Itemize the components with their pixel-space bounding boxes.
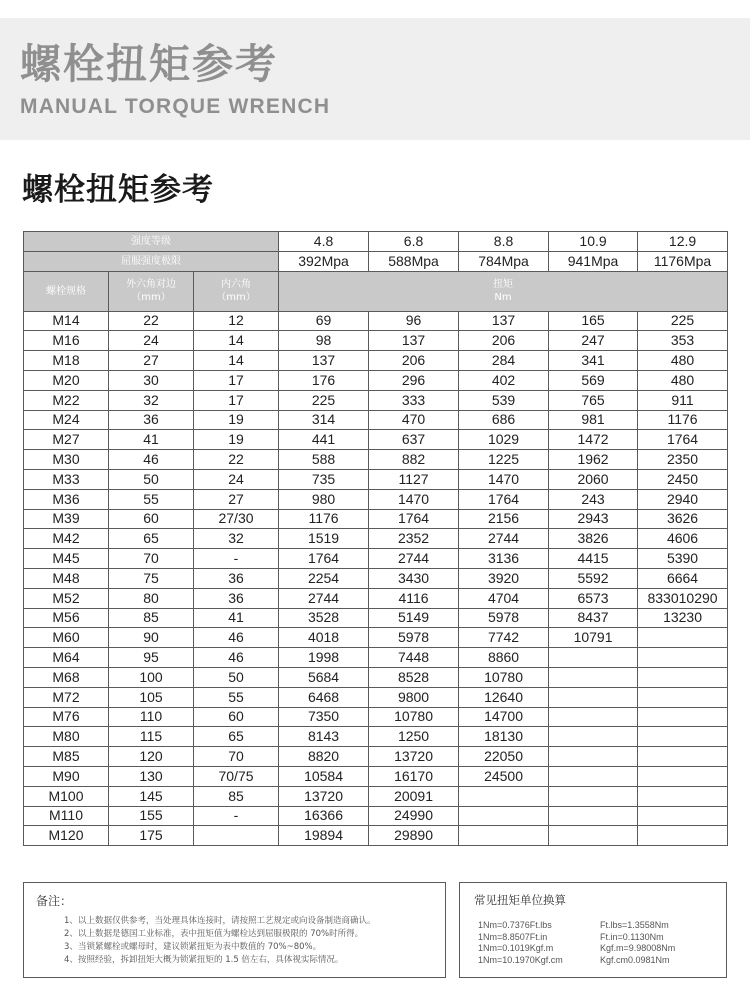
table-cell: 115	[109, 727, 194, 747]
table-cell	[549, 747, 638, 767]
table-cell: 3626	[638, 509, 728, 529]
table-row	[24, 370, 728, 390]
table-row	[24, 608, 728, 628]
table-cell: 5978	[369, 628, 459, 648]
table-cell: 29890	[369, 826, 459, 846]
table-cell: 13720	[279, 786, 369, 806]
table-cell: 145	[109, 786, 194, 806]
table-cell: 70/75	[194, 766, 279, 786]
table-cell: 69	[279, 311, 369, 331]
table-cell: 225	[279, 390, 369, 410]
table-cell: 1176	[279, 509, 369, 529]
conversion-row: 1Nm=10.1970Kgf.cm Kgf.cm0.0981Nm	[478, 954, 670, 965]
table-cell: M27	[24, 430, 109, 450]
table-cell: 441	[279, 430, 369, 450]
table-cell: 2156	[459, 509, 549, 529]
table-cell: 2943	[549, 509, 638, 529]
table-cell	[638, 628, 728, 648]
grade-row	[24, 232, 728, 252]
table-cell: 2352	[369, 529, 459, 549]
table-cell: 100	[109, 667, 194, 687]
table-row	[24, 390, 728, 410]
table-cell: 6468	[279, 687, 369, 707]
table-cell	[549, 707, 638, 727]
table-cell: M76	[24, 707, 109, 727]
table-cell: 296	[369, 370, 459, 390]
table-cell: 98	[279, 331, 369, 351]
table-cell: M56	[24, 608, 109, 628]
table-cell: 36	[109, 410, 194, 430]
table-cell: 85	[194, 786, 279, 806]
column-header-row	[24, 271, 728, 311]
table-row	[24, 806, 728, 826]
table-cell: 911	[638, 390, 728, 410]
table-cell: M36	[24, 489, 109, 509]
table-row	[24, 667, 728, 687]
table-cell: 19894	[279, 826, 369, 846]
table-cell: 206	[459, 331, 549, 351]
table-cell: 5390	[638, 549, 728, 569]
table-cell	[638, 806, 728, 826]
table-cell: 470	[369, 410, 459, 430]
grade-value: 4.8	[279, 232, 369, 252]
table-cell: 1764	[369, 509, 459, 529]
table-cell: 14700	[459, 707, 549, 727]
table-cell: 85	[109, 608, 194, 628]
table-cell: 20091	[369, 786, 459, 806]
table-cell	[638, 727, 728, 747]
table-cell: 70	[109, 549, 194, 569]
table-cell: 480	[638, 370, 728, 390]
table-cell: 243	[549, 489, 638, 509]
table-cell: 19	[194, 430, 279, 450]
table-cell: 7448	[369, 648, 459, 668]
table-cell	[459, 786, 549, 806]
table-cell	[549, 667, 638, 687]
table-cell: 833010290	[638, 588, 728, 608]
grade-value: 12.9	[638, 232, 728, 252]
table-cell: 1250	[369, 727, 459, 747]
table-cell: 7742	[459, 628, 549, 648]
table-cell: 155	[109, 806, 194, 826]
table-cell: 70	[194, 747, 279, 767]
table-cell: 6664	[638, 568, 728, 588]
table-cell: 60	[194, 707, 279, 727]
table-cell: 9800	[369, 687, 459, 707]
table-row	[24, 489, 728, 509]
banner-title: 螺栓扭矩参考	[20, 40, 278, 88]
table-cell: 1470	[459, 469, 549, 489]
table-cell	[549, 648, 638, 668]
torque-header: 扭矩 Nm	[279, 271, 728, 311]
table-row	[24, 410, 728, 430]
yield-value: 588Mpa	[369, 251, 459, 271]
table-cell: 2744	[459, 529, 549, 549]
table-row	[24, 469, 728, 489]
conversion-title: 常见扭矩单位换算	[474, 893, 566, 907]
table-cell: 247	[549, 331, 638, 351]
table-cell	[459, 826, 549, 846]
unit-conversion-box	[459, 882, 727, 978]
table-cell: 96	[369, 311, 459, 331]
table-cell: 588	[279, 450, 369, 470]
table-cell: 333	[369, 390, 459, 410]
table-cell: 60	[109, 509, 194, 529]
table-cell	[638, 707, 728, 727]
table-cell	[638, 766, 728, 786]
table-row	[24, 311, 728, 331]
table-row	[24, 430, 728, 450]
table-row	[24, 450, 728, 470]
table-row	[24, 727, 728, 747]
table-row	[24, 549, 728, 569]
table-cell: 6573	[549, 588, 638, 608]
table-cell: M64	[24, 648, 109, 668]
table-cell: 402	[459, 370, 549, 390]
yield-label: 屈服强度极限	[24, 251, 279, 271]
table-cell	[638, 826, 728, 846]
table-cell: 175	[109, 826, 194, 846]
table-cell: 2744	[369, 549, 459, 569]
table-cell: M22	[24, 390, 109, 410]
table-cell: 46	[194, 648, 279, 668]
table-cell: 8437	[549, 608, 638, 628]
yield-row	[24, 251, 728, 271]
table-cell: 137	[459, 311, 549, 331]
table-cell: 1764	[638, 430, 728, 450]
table-row	[24, 588, 728, 608]
table-row	[24, 747, 728, 767]
table-cell: 341	[549, 351, 638, 371]
table-cell	[638, 667, 728, 687]
table-cell: 1029	[459, 430, 549, 450]
grade-label: 强度等级	[24, 232, 279, 252]
table-cell: 46	[194, 628, 279, 648]
table-cell: 3826	[549, 529, 638, 549]
table-cell: M85	[24, 747, 109, 767]
table-cell: 41	[194, 608, 279, 628]
table-cell: 36	[194, 588, 279, 608]
table-cell	[638, 687, 728, 707]
table-cell: M80	[24, 727, 109, 747]
table-row	[24, 529, 728, 549]
banner-subtitle: MANUAL TORQUE WRENCH	[20, 95, 331, 118]
table-cell: 95	[109, 648, 194, 668]
table-cell: 1764	[459, 489, 549, 509]
table-cell: 50	[109, 469, 194, 489]
table-cell: 284	[459, 351, 549, 371]
table-cell: 24500	[459, 766, 549, 786]
table-row	[24, 687, 728, 707]
table-cell: 539	[459, 390, 549, 410]
table-cell: 5978	[459, 608, 549, 628]
table-cell: 980	[279, 489, 369, 509]
table-row	[24, 509, 728, 529]
table-cell: 1519	[279, 529, 369, 549]
table-cell	[549, 727, 638, 747]
table-cell: 65	[194, 727, 279, 747]
table-cell: 637	[369, 430, 459, 450]
table-cell: M68	[24, 667, 109, 687]
table-cell: 10584	[279, 766, 369, 786]
table-cell: 16170	[369, 766, 459, 786]
table-cell: 4704	[459, 588, 549, 608]
table-cell: 176	[279, 370, 369, 390]
table-cell: M48	[24, 568, 109, 588]
notes-title: 备注：	[36, 894, 73, 908]
header-banner	[0, 18, 750, 140]
table-cell: 1225	[459, 450, 549, 470]
table-cell: 12640	[459, 687, 549, 707]
table-cell: -	[194, 806, 279, 826]
grade-value: 10.9	[549, 232, 638, 252]
torque-table	[23, 231, 728, 846]
table-row	[24, 351, 728, 371]
section-title: 螺栓扭矩参考	[22, 172, 214, 208]
table-cell: 137	[279, 351, 369, 371]
table-row	[24, 568, 728, 588]
table-cell: 2254	[279, 568, 369, 588]
table-cell: 165	[549, 311, 638, 331]
notes-list	[64, 915, 376, 967]
table-cell: 10780	[459, 667, 549, 687]
table-cell: 1127	[369, 469, 459, 489]
table-cell: 3136	[459, 549, 549, 569]
table-cell: M39	[24, 509, 109, 529]
table-cell: M100	[24, 786, 109, 806]
table-cell: 1176	[638, 410, 728, 430]
table-cell: 5684	[279, 667, 369, 687]
note-item: 3、当锁紧螺栓或螺母时，建议锁紧扭矩为表中数值的 70%~80%。	[64, 942, 322, 952]
table-row	[24, 331, 728, 351]
table-cell: 3920	[459, 568, 549, 588]
table-cell: 13720	[369, 747, 459, 767]
table-cell	[549, 826, 638, 846]
table-cell: 686	[459, 410, 549, 430]
table-cell: 206	[369, 351, 459, 371]
table-cell: 10780	[369, 707, 459, 727]
notes-box	[23, 882, 446, 978]
yield-value: 392Mpa	[279, 251, 369, 271]
table-cell: 27	[194, 489, 279, 509]
table-cell: 22050	[459, 747, 549, 767]
table-cell: 90	[109, 628, 194, 648]
table-cell: 353	[638, 331, 728, 351]
table-row	[24, 766, 728, 786]
table-cell	[459, 806, 549, 826]
table-cell: 50	[194, 667, 279, 687]
table-cell: 8143	[279, 727, 369, 747]
table-cell: 32	[194, 529, 279, 549]
table-cell: 3528	[279, 608, 369, 628]
table-row	[24, 707, 728, 727]
table-cell: 225	[638, 311, 728, 331]
table-cell: 22	[109, 311, 194, 331]
table-cell: 75	[109, 568, 194, 588]
table-cell: 13230	[638, 608, 728, 628]
table-cell: 981	[549, 410, 638, 430]
table-cell: 30	[109, 370, 194, 390]
table-cell: 14	[194, 331, 279, 351]
table-cell: 80	[109, 588, 194, 608]
table-cell: 22	[194, 450, 279, 470]
table-cell: 120	[109, 747, 194, 767]
table-cell: 569	[549, 370, 638, 390]
table-cell: 14	[194, 351, 279, 371]
table-cell: 2450	[638, 469, 728, 489]
table-cell: 17	[194, 370, 279, 390]
table-cell: 137	[369, 331, 459, 351]
socket-size-header: 内六角 （mm）	[194, 271, 279, 311]
yield-value: 941Mpa	[549, 251, 638, 271]
table-cell: 27	[109, 351, 194, 371]
table-cell	[638, 747, 728, 767]
hex-across-flats-header: 外六角对边 （mm）	[109, 271, 194, 311]
table-cell: 8860	[459, 648, 549, 668]
table-cell: 36	[194, 568, 279, 588]
grade-value: 8.8	[459, 232, 549, 252]
table-cell: 12	[194, 311, 279, 331]
table-cell	[549, 766, 638, 786]
table-row	[24, 786, 728, 806]
table-cell: 4415	[549, 549, 638, 569]
table-cell: 765	[549, 390, 638, 410]
conversion-row: 1Nm=8.8507Ft.in Ft.in=0.1130Nm	[478, 931, 664, 942]
note-item: 4、按照经验，拆卸扭矩大概为锁紧扭矩的 1.5 倍左右，具体视实际情况。	[64, 955, 344, 965]
table-cell	[549, 806, 638, 826]
table-cell: 55	[109, 489, 194, 509]
table-cell: 32	[109, 390, 194, 410]
table-cell: 2744	[279, 588, 369, 608]
table-row	[24, 826, 728, 846]
table-cell: -	[194, 549, 279, 569]
table-cell: 5149	[369, 608, 459, 628]
table-cell: M14	[24, 311, 109, 331]
table-cell: 2940	[638, 489, 728, 509]
table-cell	[549, 786, 638, 806]
table-cell: M42	[24, 529, 109, 549]
table-cell: M33	[24, 469, 109, 489]
table-cell: M110	[24, 806, 109, 826]
table-cell: 24	[194, 469, 279, 489]
table-row	[24, 628, 728, 648]
table-cell: M30	[24, 450, 109, 470]
table-cell: 55	[194, 687, 279, 707]
grade-value: 6.8	[369, 232, 459, 252]
table-cell: 1472	[549, 430, 638, 450]
table-cell: 2350	[638, 450, 728, 470]
table-cell: M16	[24, 331, 109, 351]
table-cell: 1470	[369, 489, 459, 509]
table-cell: 24	[109, 331, 194, 351]
table-cell: M120	[24, 826, 109, 846]
table-cell: 735	[279, 469, 369, 489]
bolt-size-header: 螺栓规格	[24, 271, 109, 311]
table-cell: M60	[24, 628, 109, 648]
table-cell: 17	[194, 390, 279, 410]
table-cell: 10791	[549, 628, 638, 648]
table-cell	[194, 826, 279, 846]
table-cell: M90	[24, 766, 109, 786]
conversion-row: 1Nm=0.1019Kgf.m Kgf.m=9.98008Nm	[478, 943, 676, 953]
table-cell: 41	[109, 430, 194, 450]
table-cell	[638, 648, 728, 668]
table-cell: 18130	[459, 727, 549, 747]
table-cell: 4018	[279, 628, 369, 648]
table-cell: M45	[24, 549, 109, 569]
table-cell: M18	[24, 351, 109, 371]
table-cell: M72	[24, 687, 109, 707]
table-cell: 7350	[279, 707, 369, 727]
table-cell: M52	[24, 588, 109, 608]
table-cell: 8820	[279, 747, 369, 767]
table-cell: 110	[109, 707, 194, 727]
table-cell: 8528	[369, 667, 459, 687]
conversion-row: 1Nm=0.7376Ft.lbs Ft.lbs=1.3558Nm	[478, 920, 669, 930]
table-cell: 1962	[549, 450, 638, 470]
conversion-list	[478, 920, 675, 966]
table-cell: 2060	[549, 469, 638, 489]
yield-value: 784Mpa	[459, 251, 549, 271]
table-cell: 1998	[279, 648, 369, 668]
table-cell: 1764	[279, 549, 369, 569]
table-cell: 27/30	[194, 509, 279, 529]
table-cell: 314	[279, 410, 369, 430]
table-cell: 480	[638, 351, 728, 371]
note-item: 1、以上数据仅供参考，当处理具体连接时，请按照工艺规定或向设备制造商确认。	[64, 916, 376, 926]
table-row	[24, 648, 728, 668]
table-cell: 46	[109, 450, 194, 470]
table-cell: 24990	[369, 806, 459, 826]
yield-value: 1176Mpa	[638, 251, 728, 271]
table-cell: 65	[109, 529, 194, 549]
table-cell: 105	[109, 687, 194, 707]
note-item: 2、以上数据是德国工业标准，表中扭矩值为螺栓达到屈服极限的 70%时所得。	[64, 929, 364, 939]
table-cell: 130	[109, 766, 194, 786]
table-cell: 882	[369, 450, 459, 470]
table-cell: M20	[24, 370, 109, 390]
table-cell: 19	[194, 410, 279, 430]
table-cell: 3430	[369, 568, 459, 588]
table-cell	[549, 687, 638, 707]
table-cell: M24	[24, 410, 109, 430]
table-cell: 5592	[549, 568, 638, 588]
table-cell: 4116	[369, 588, 459, 608]
table-cell: 4606	[638, 529, 728, 549]
table-cell: 16366	[279, 806, 369, 826]
table-cell	[638, 786, 728, 806]
